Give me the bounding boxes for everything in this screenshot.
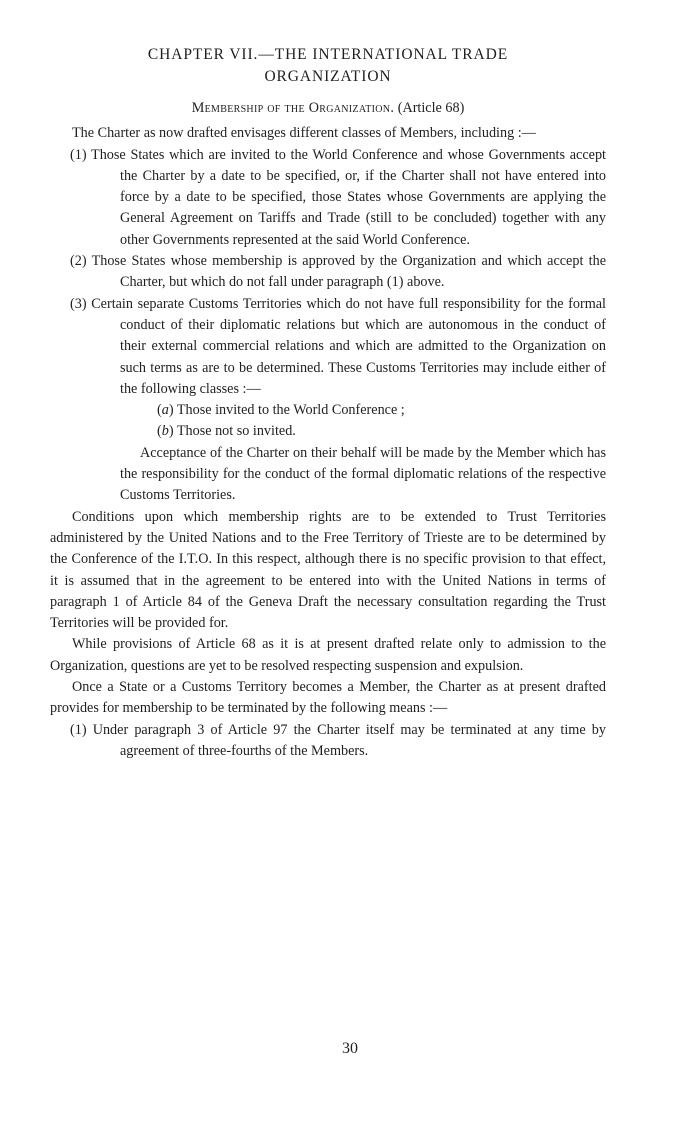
suspension-paragraph: While provisions of Article 68 as it is at present drafted relate only to admission to the Organization, questions are yet to be resolved respecting suspension and expulsion. <box>50 636 606 674</box>
list-item <box>50 145 606 251</box>
section-article-reference: (Article 68) <box>397 100 465 116</box>
member-classes-list <box>50 145 606 401</box>
list-item-number: (1) <box>70 721 87 738</box>
chapter-title-line-1: CHAPTER VII.—THE INTERNATIONAL TRADE <box>147 46 509 63</box>
section-heading <box>50 98 606 119</box>
list-item-text: Those States whose membership is approved by the Organization and which accept the Charter, but which do not fall under paragraph (1) above. <box>91 253 606 291</box>
list-item-text: Under paragraph 3 of Article 97 the Charter itself may be terminated at any time by agreement of three-fourths of the Members. <box>92 721 606 759</box>
customs-classes-list <box>50 400 606 443</box>
intro-paragraph: The Charter as now drafted envisages different classes of Members, including :— <box>72 125 536 142</box>
termination-intro-paragraph: Once a State or a Customs Territory becomes a Member, the Charter as at present drafted provides for membership to be terminated by the following means :— <box>50 679 606 717</box>
list-item <box>50 720 606 763</box>
sub-list-item-text: Those not so invited. <box>176 423 296 440</box>
sub-list-item-letter: a <box>161 402 169 419</box>
sub-list-item-letter: b <box>161 423 169 440</box>
list-item-number: (3) <box>70 295 87 312</box>
list-item-number: (1) <box>70 146 87 163</box>
list-item-number: (2) <box>70 253 87 270</box>
chapter-title-line-2: ORGANIZATION <box>264 68 392 85</box>
section-heading-title: Membership of the Organization. <box>191 100 395 116</box>
list-item <box>50 294 606 400</box>
chapter-title <box>50 44 606 88</box>
sub-list-item: (b) Those not so invited. <box>157 423 296 440</box>
list-item <box>50 251 606 294</box>
document-page <box>50 44 606 762</box>
termination-means-list <box>50 720 606 763</box>
trust-territories-paragraph: Conditions upon which membership rights are to be extended to Trust Territories administered by the United Nations and to the Free Territory of Trieste are to be determined by the Conference of the I.T.O. In this respect, although there is no specific provision to that effect, it is assumed that in the agreement to be entered into with the United Nations in terms of paragraph 1 of Article 84 of the Geneva Draft the necessary consultation regarding the Trust Territories will be provided for. <box>50 508 606 632</box>
acceptance-note: Acceptance of the Charter on their behalf will be made by the Member which has the responsibility for the conduct of the formal diplomatic relations of the respective Customs Territories. <box>120 444 606 504</box>
list-item-text: Those States which are invited to the World Conference and whose Governments accept the Charter by a date to be specified, or, if the Charter shall not have entered into force by a date to be specified, those States whose Governments are applying the General Agreement on Tariffs and Trade (still to be concluded) together with any other Governments represented at the said World Conference. <box>91 146 606 248</box>
sub-list-item-text: Those invited to the World Conference ; <box>176 402 405 419</box>
sub-list-item: (a) Those invited to the World Conference ; <box>157 402 405 419</box>
page-number: 30 <box>342 1040 358 1057</box>
list-item-text: Certain separate Customs Territories which do not have full responsibility for the formal conduct of their diplomatic relations but which are autonomous in the conduct of their external commercial relations and which are admitted to the Organization on such terms as are to be determined. These Customs Territories may include either of the following classes :— <box>91 295 606 397</box>
